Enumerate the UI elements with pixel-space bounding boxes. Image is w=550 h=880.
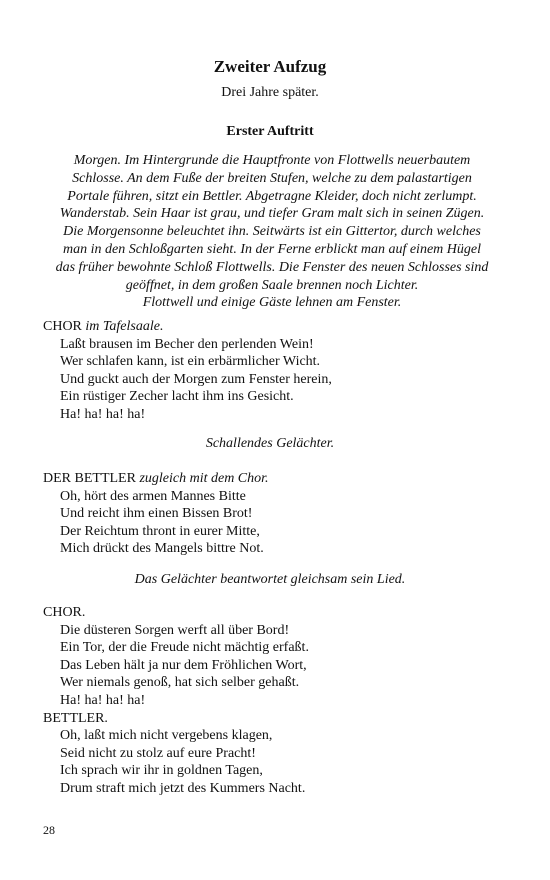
- verse-line: Ein Tor, der die Freude nicht mächtig erfaßt.: [60, 640, 309, 656]
- verse-line: Mich drückt des Mangels bittre Not.: [60, 541, 264, 557]
- verse-line: Drum straft mich jetzt des Kummers Nacht.: [60, 780, 306, 796]
- speaker-line: [43, 470, 513, 488]
- stage-line: Wanderstab. Sein Haar ist grau, und tiefer Gram malt sich in seinen Zügen.: [59, 206, 485, 222]
- speaker-name: CHOR: [43, 319, 82, 334]
- bettler-part-1: [43, 470, 513, 558]
- chor-part-1: [43, 318, 513, 424]
- verse-line: Ha! ha! ha! ha!: [60, 406, 146, 422]
- act-title: Zweiter Aufzug: [213, 57, 327, 76]
- stage-direction-answer: Das Gelächter beantwortet gleichsam sein Lied.: [134, 572, 406, 587]
- stage-line: Flottwell und einige Gäste lehnen am Fenster.: [142, 295, 402, 311]
- verse-line: Ein rüstiger Zecher lacht ihm ins Gesicht.: [60, 389, 294, 405]
- scene-title: Erster Auftritt: [226, 124, 314, 139]
- speaker-line: [43, 318, 513, 336]
- speaker-direction: im Tafelsaale.: [85, 319, 164, 334]
- page-number: 28: [43, 823, 55, 837]
- speaker-name: BETTLER.: [43, 710, 108, 726]
- stage-line: Morgen. Im Hintergrunde die Hauptfronte von Flottwells neuerbautem: [73, 153, 471, 168]
- verse-line: Laßt brausen im Becher den perlenden Wein!: [60, 336, 314, 352]
- speaker-name: DER BETTLER: [43, 471, 136, 486]
- verse-line: Das Leben hält ja nur dem Fröhlichen Wort,: [60, 657, 307, 673]
- stage-direction: [40, 152, 504, 312]
- verse-line: Ha! ha! ha! ha!: [60, 692, 146, 708]
- verse-line: Wer schlafen kann, ist ein erbärmlicher Wicht.: [60, 354, 321, 370]
- stage-line: Die Morgensonne beleuchtet ihn. Seitwärts ist ein Gittertor, durch welches: [63, 224, 481, 240]
- stage-line: das früher bewohnte Schloß Flottwells. Die Fenster des neuen Schlosses sind: [55, 259, 489, 275]
- act-subtitle: Drei Jahre später.: [221, 85, 319, 100]
- verse-line: Und guckt auch der Morgen zum Fenster herein,: [60, 371, 332, 387]
- verse-line: Und reicht ihm einen Bissen Brot!: [60, 506, 253, 522]
- verse-line: Oh, hört des armen Mannes Bitte: [60, 488, 246, 504]
- verse-line: Die düsteren Sorgen werft all über Bord!: [60, 622, 290, 638]
- verse-line: Ich sprach wir ihr in goldnen Tagen,: [60, 763, 263, 779]
- stage-line: man in den Schloßgarten sieht. In der Ferne erblickt man auf einem Hügel: [63, 241, 481, 257]
- stage-line: Schlosse. An dem Fuße der breiten Stufen, welche zu dem palastartigen: [72, 170, 472, 186]
- verse-line: Oh, laßt mich nicht vergebens klagen,: [60, 728, 273, 744]
- speaker-direction: zugleich mit dem Chor.: [139, 471, 269, 486]
- stage-line: Portale führen, sitzt ein Bettler. Abgetragne Kleider, doch nicht zerlumpt.: [67, 188, 477, 204]
- stage-line: geöffnet, in dem großen Saale brennen noch Lichter.: [125, 277, 419, 293]
- verse-line: Seid nicht zu stolz auf eure Pracht!: [60, 745, 256, 761]
- verse-line: Der Reichtum thront in eurer Mitte,: [60, 523, 260, 539]
- verse-line: Wer niemals genoß, hat sich selber gehaßt.: [60, 675, 300, 691]
- speaker-name: CHOR.: [43, 605, 86, 620]
- stage-direction-laughter: Schallendes Gelächter.: [205, 436, 335, 451]
- chor-part-2: [43, 604, 513, 798]
